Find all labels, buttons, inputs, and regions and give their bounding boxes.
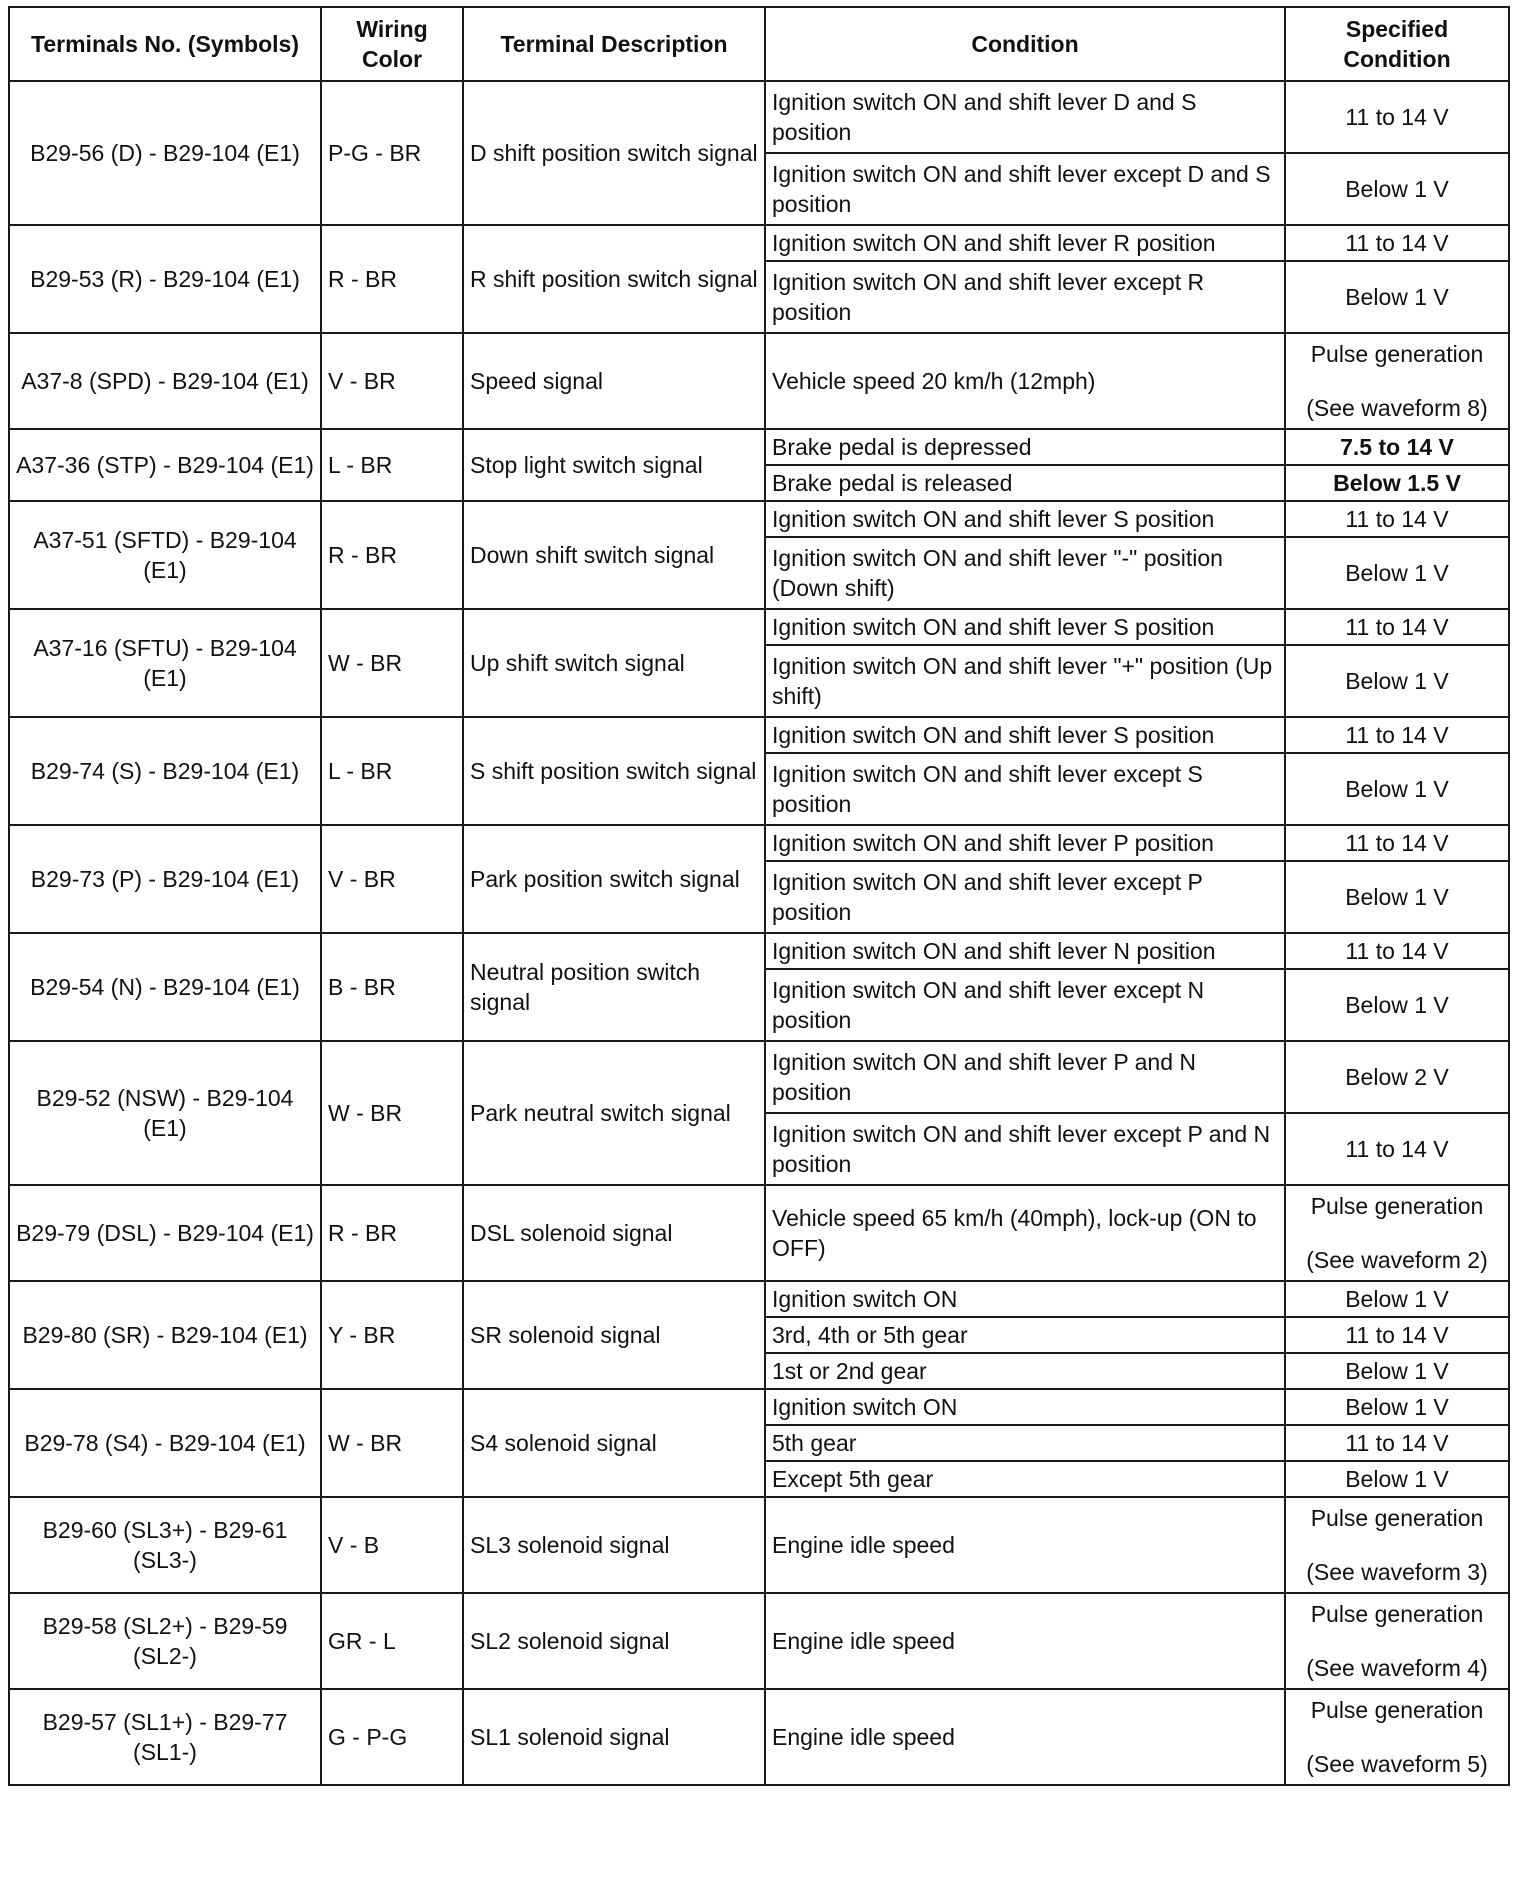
- specified-condition-cell: Below 1 V: [1285, 537, 1509, 609]
- wiring-color-cell: P-G - BR: [321, 81, 463, 225]
- table-row: [9, 825, 1509, 861]
- table-row: [9, 1185, 1509, 1281]
- wiring-color-cell: L - BR: [321, 717, 463, 825]
- terminal-number-cell: B29-54 (N) - B29-104 (E1): [9, 933, 321, 1041]
- wiring-color-cell: B - BR: [321, 933, 463, 1041]
- specified-condition-cell: Below 1 V: [1285, 261, 1509, 333]
- condition-cell: Ignition switch ON and shift lever P position: [765, 825, 1285, 861]
- condition-cell: Engine idle speed: [765, 1689, 1285, 1785]
- terminal-number-cell: B29-78 (S4) - B29-104 (E1): [9, 1389, 321, 1497]
- header-terminal: Terminals No. (Symbols): [9, 7, 321, 81]
- condition-cell: Ignition switch ON and shift lever except P and N position: [765, 1113, 1285, 1185]
- terminal-description-cell: Up shift switch signal: [463, 609, 765, 717]
- pulse-generation-label: Pulse generation: [1310, 1505, 1484, 1531]
- header-specified-condition: Specified Condition: [1285, 7, 1509, 81]
- wiring-color-cell: G - P-G: [321, 1689, 463, 1785]
- specified-condition-cell: [1285, 333, 1509, 429]
- terminal-number-cell: B29-73 (P) - B29-104 (E1): [9, 825, 321, 933]
- waveform-reference: (See waveform 5): [1306, 1751, 1488, 1777]
- specified-condition-cell: 11 to 14 V: [1285, 1113, 1509, 1185]
- specified-condition-cell: Below 1 V: [1285, 1389, 1509, 1425]
- condition-cell: Ignition switch ON and shift lever "-" position (Down shift): [765, 537, 1285, 609]
- wiring-color-cell: R - BR: [321, 501, 463, 609]
- specified-condition-cell: 11 to 14 V: [1285, 1317, 1509, 1353]
- specified-condition-cell: 11 to 14 V: [1285, 717, 1509, 753]
- condition-cell: Engine idle speed: [765, 1593, 1285, 1689]
- condition-cell: Vehicle speed 65 km/h (40mph), lock-up (ON to OFF): [765, 1185, 1285, 1281]
- terminal-description-cell: R shift position switch signal: [463, 225, 765, 333]
- condition-cell: Ignition switch ON and shift lever except D and S position: [765, 153, 1285, 225]
- wiring-color-cell: R - BR: [321, 225, 463, 333]
- terminal-description-cell: SL1 solenoid signal: [463, 1689, 765, 1785]
- terminal-number-cell: A37-51 (SFTD) - B29-104 (E1): [9, 501, 321, 609]
- condition-cell: Ignition switch ON and shift lever except P position: [765, 861, 1285, 933]
- wiring-color-cell: V - BR: [321, 825, 463, 933]
- terminal-number-cell: A37-16 (SFTU) - B29-104 (E1): [9, 609, 321, 717]
- wiring-color-cell: W - BR: [321, 1041, 463, 1185]
- table-row: [9, 1497, 1509, 1593]
- header-terminal-description: Terminal Description: [463, 7, 765, 81]
- waveform-reference: (See waveform 4): [1306, 1655, 1488, 1681]
- condition-cell: Vehicle speed 20 km/h (12mph): [765, 333, 1285, 429]
- specified-condition-cell: 11 to 14 V: [1285, 933, 1509, 969]
- terminal-description-cell: SL2 solenoid signal: [463, 1593, 765, 1689]
- table-row: [9, 933, 1509, 969]
- terminal-description-cell: Speed signal: [463, 333, 765, 429]
- specified-condition-cell: 11 to 14 V: [1285, 1425, 1509, 1461]
- specified-condition-cell: [1285, 1689, 1509, 1785]
- condition-cell: Ignition switch ON and shift lever P and N position: [765, 1041, 1285, 1113]
- specified-condition-cell: Below 1 V: [1285, 861, 1509, 933]
- specified-condition-cell: Below 1 V: [1285, 645, 1509, 717]
- condition-cell: Brake pedal is released: [765, 465, 1285, 501]
- condition-cell: Ignition switch ON and shift lever except N position: [765, 969, 1285, 1041]
- terminal-number-cell: A37-36 (STP) - B29-104 (E1): [9, 429, 321, 501]
- pulse-generation-label: Pulse generation: [1310, 341, 1484, 367]
- specified-condition-cell: 11 to 14 V: [1285, 501, 1509, 537]
- condition-cell: Ignition switch ON: [765, 1389, 1285, 1425]
- condition-cell: Brake pedal is depressed: [765, 429, 1285, 465]
- specified-condition-cell: Below 1 V: [1285, 969, 1509, 1041]
- wiring-color-cell: W - BR: [321, 1389, 463, 1497]
- terminal-description-cell: SL3 solenoid signal: [463, 1497, 765, 1593]
- wiring-color-cell: V - BR: [321, 333, 463, 429]
- table-row: [9, 717, 1509, 753]
- specified-condition-cell: 11 to 14 V: [1285, 609, 1509, 645]
- specified-condition-cell: Below 1.5 V: [1285, 465, 1509, 501]
- condition-cell: Ignition switch ON and shift lever except R position: [765, 261, 1285, 333]
- specified-condition-cell: 7.5 to 14 V: [1285, 429, 1509, 465]
- pulse-generation-label: Pulse generation: [1310, 1193, 1484, 1219]
- terminal-number-cell: A37-8 (SPD) - B29-104 (E1): [9, 333, 321, 429]
- terminal-description-cell: Neutral position switch signal: [463, 933, 765, 1041]
- condition-cell: Ignition switch ON and shift lever "+" position (Up shift): [765, 645, 1285, 717]
- terminal-description-cell: Down shift switch signal: [463, 501, 765, 609]
- condition-cell: Ignition switch ON and shift lever S position: [765, 501, 1285, 537]
- table-row: [9, 225, 1509, 261]
- condition-cell: Except 5th gear: [765, 1461, 1285, 1497]
- specified-condition-cell: Below 2 V: [1285, 1041, 1509, 1113]
- condition-cell: 1st or 2nd gear: [765, 1353, 1285, 1389]
- condition-cell: 3rd, 4th or 5th gear: [765, 1317, 1285, 1353]
- terminal-number-cell: B29-60 (SL3+) - B29-61 (SL3-): [9, 1497, 321, 1593]
- wiring-color-cell: V - B: [321, 1497, 463, 1593]
- table-row: [9, 1593, 1509, 1689]
- wiring-color-cell: W - BR: [321, 609, 463, 717]
- table-row: [9, 1389, 1509, 1425]
- table-row: [9, 1281, 1509, 1317]
- terminal-description-cell: Park position switch signal: [463, 825, 765, 933]
- terminal-inspection-sheet: [8, 6, 1508, 1879]
- terminal-number-cell: B29-58 (SL2+) - B29-59 (SL2-): [9, 1593, 321, 1689]
- header-row: [9, 7, 1509, 81]
- table-row: [9, 1041, 1509, 1113]
- terminal-spec-table: [8, 6, 1510, 1786]
- specified-condition-cell: 11 to 14 V: [1285, 81, 1509, 153]
- table-row: [9, 501, 1509, 537]
- table-row: [9, 81, 1509, 153]
- table-body: [9, 81, 1509, 1785]
- table-row: [9, 429, 1509, 465]
- pulse-generation-label: Pulse generation: [1310, 1601, 1484, 1627]
- condition-cell: Ignition switch ON and shift lever N position: [765, 933, 1285, 969]
- terminal-description-cell: Park neutral switch signal: [463, 1041, 765, 1185]
- wiring-color-cell: GR - L: [321, 1593, 463, 1689]
- terminal-description-cell: Stop light switch signal: [463, 429, 765, 501]
- terminal-number-cell: B29-57 (SL1+) - B29-77 (SL1-): [9, 1689, 321, 1785]
- condition-cell: Ignition switch ON and shift lever S position: [765, 609, 1285, 645]
- terminal-number-cell: B29-80 (SR) - B29-104 (E1): [9, 1281, 321, 1389]
- wiring-color-cell: Y - BR: [321, 1281, 463, 1389]
- waveform-reference: (See waveform 3): [1306, 1559, 1488, 1585]
- specified-condition-cell: Below 1 V: [1285, 753, 1509, 825]
- terminal-description-cell: SR solenoid signal: [463, 1281, 765, 1389]
- specified-condition-cell: Below 1 V: [1285, 1281, 1509, 1317]
- table-row: [9, 333, 1509, 429]
- condition-cell: Ignition switch ON: [765, 1281, 1285, 1317]
- wiring-color-cell: L - BR: [321, 429, 463, 501]
- specified-condition-cell: Below 1 V: [1285, 1353, 1509, 1389]
- condition-cell: Engine idle speed: [765, 1497, 1285, 1593]
- condition-cell: 5th gear: [765, 1425, 1285, 1461]
- wiring-color-cell: R - BR: [321, 1185, 463, 1281]
- terminal-number-cell: B29-56 (D) - B29-104 (E1): [9, 81, 321, 225]
- condition-cell: Ignition switch ON and shift lever S position: [765, 717, 1285, 753]
- condition-cell: Ignition switch ON and shift lever R position: [765, 225, 1285, 261]
- table-row: [9, 609, 1509, 645]
- terminal-number-cell: B29-79 (DSL) - B29-104 (E1): [9, 1185, 321, 1281]
- header-condition: Condition: [765, 7, 1285, 81]
- waveform-reference: (See waveform 2): [1306, 1247, 1488, 1273]
- terminal-number-cell: B29-52 (NSW) - B29-104 (E1): [9, 1041, 321, 1185]
- terminal-description-cell: S4 solenoid signal: [463, 1389, 765, 1497]
- terminal-number-cell: B29-53 (R) - B29-104 (E1): [9, 225, 321, 333]
- specified-condition-cell: [1285, 1497, 1509, 1593]
- terminal-description-cell: DSL solenoid signal: [463, 1185, 765, 1281]
- header-wiring-color: Wiring Color: [321, 7, 463, 81]
- pulse-generation-label: Pulse generation: [1310, 1697, 1484, 1723]
- specified-condition-cell: Below 1 V: [1285, 153, 1509, 225]
- condition-cell: Ignition switch ON and shift lever D and S position: [765, 81, 1285, 153]
- specified-condition-cell: 11 to 14 V: [1285, 225, 1509, 261]
- waveform-reference: (See waveform 8): [1306, 395, 1488, 421]
- terminal-description-cell: S shift position switch signal: [463, 717, 765, 825]
- specified-condition-cell: 11 to 14 V: [1285, 825, 1509, 861]
- specified-condition-cell: [1285, 1185, 1509, 1281]
- specified-condition-cell: [1285, 1593, 1509, 1689]
- terminal-description-cell: D shift position switch signal: [463, 81, 765, 225]
- table-row: [9, 1689, 1509, 1785]
- specified-condition-cell: Below 1 V: [1285, 1461, 1509, 1497]
- terminal-number-cell: B29-74 (S) - B29-104 (E1): [9, 717, 321, 825]
- condition-cell: Ignition switch ON and shift lever except S position: [765, 753, 1285, 825]
